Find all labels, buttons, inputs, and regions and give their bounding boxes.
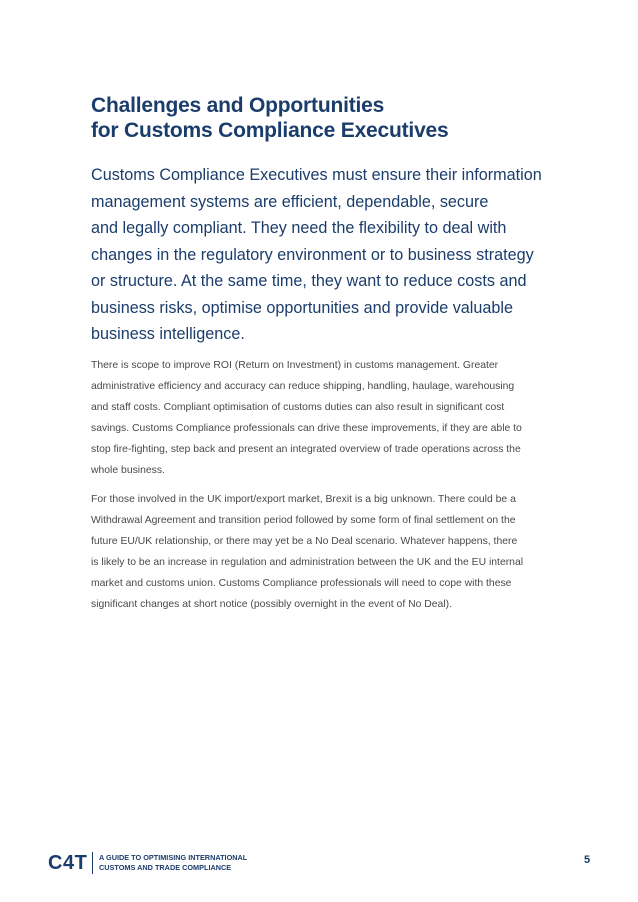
body-line: market and customs union. Customs Compliance professionals will need to cope with these <box>91 578 512 589</box>
footer-title-line: A GUIDE TO OPTIMISING INTERNATIONAL <box>99 853 248 862</box>
lead-line: business intelligence. <box>91 325 245 343</box>
c4t-logo <box>48 852 87 874</box>
heading-line: for Customs Compliance Executives <box>91 119 449 142</box>
body-paragraph-roi <box>91 355 561 481</box>
body-line: future EU/UK relationship, or there may yet be a No Deal scenario. Whatever happens, there <box>91 536 518 547</box>
lead-line: and legally compliant. They need the flexibility to deal with <box>91 219 507 237</box>
lead-line: changes in the regulatory environment or to business strategy <box>91 245 534 264</box>
body-line: There is scope to improve ROI (Return on Investment) in customs management. Greater <box>91 360 499 371</box>
body-line: administrative efficiency and accuracy can reduce shipping, handling, haulage, warehousing <box>91 381 515 392</box>
footer-guide-title <box>99 853 247 873</box>
footer-title-line: CUSTOMS AND TRADE COMPLIANCE <box>99 863 232 872</box>
lead-line: or structure. At the same time, they want to reduce costs and <box>91 272 527 290</box>
body-line: is likely to be an increase in regulation and administration between the UK and the EU internal <box>91 557 524 568</box>
body-line: savings. Customs Compliance professionals can drive these improvements, if they are able to <box>91 423 522 434</box>
body-line: For those involved in the UK import/export market, Brexit is a big unknown. There could be a <box>91 494 516 505</box>
page-heading <box>91 93 551 143</box>
lead-line: Customs Compliance Executives must ensure their information <box>91 166 542 184</box>
body-line: and staff costs. Compliant optimisation of customs duties can also result in significant cost <box>91 402 505 413</box>
body-line: Withdrawal Agreement and transition period followed by some form of final settlement on the <box>91 515 516 526</box>
footer-divider <box>92 852 93 874</box>
lead-paragraph <box>91 162 561 348</box>
lead-line: business risks, optimise opportunities and provide valuable <box>91 298 514 317</box>
body-line: significant changes at short notice (possibly overnight in the event of No Deal). <box>91 599 452 610</box>
body-line: stop fire-fighting, step back and present an integrated overview of trade operations across the <box>91 444 521 455</box>
page-number: 5 <box>584 854 591 866</box>
heading-line: Challenges and Opportunities <box>91 94 385 117</box>
lead-line: management systems are efficient, dependable, secure <box>91 192 489 211</box>
body-paragraph-brexit <box>91 489 561 615</box>
logo-text: C4T <box>48 852 88 874</box>
body-line: whole business. <box>91 465 165 476</box>
